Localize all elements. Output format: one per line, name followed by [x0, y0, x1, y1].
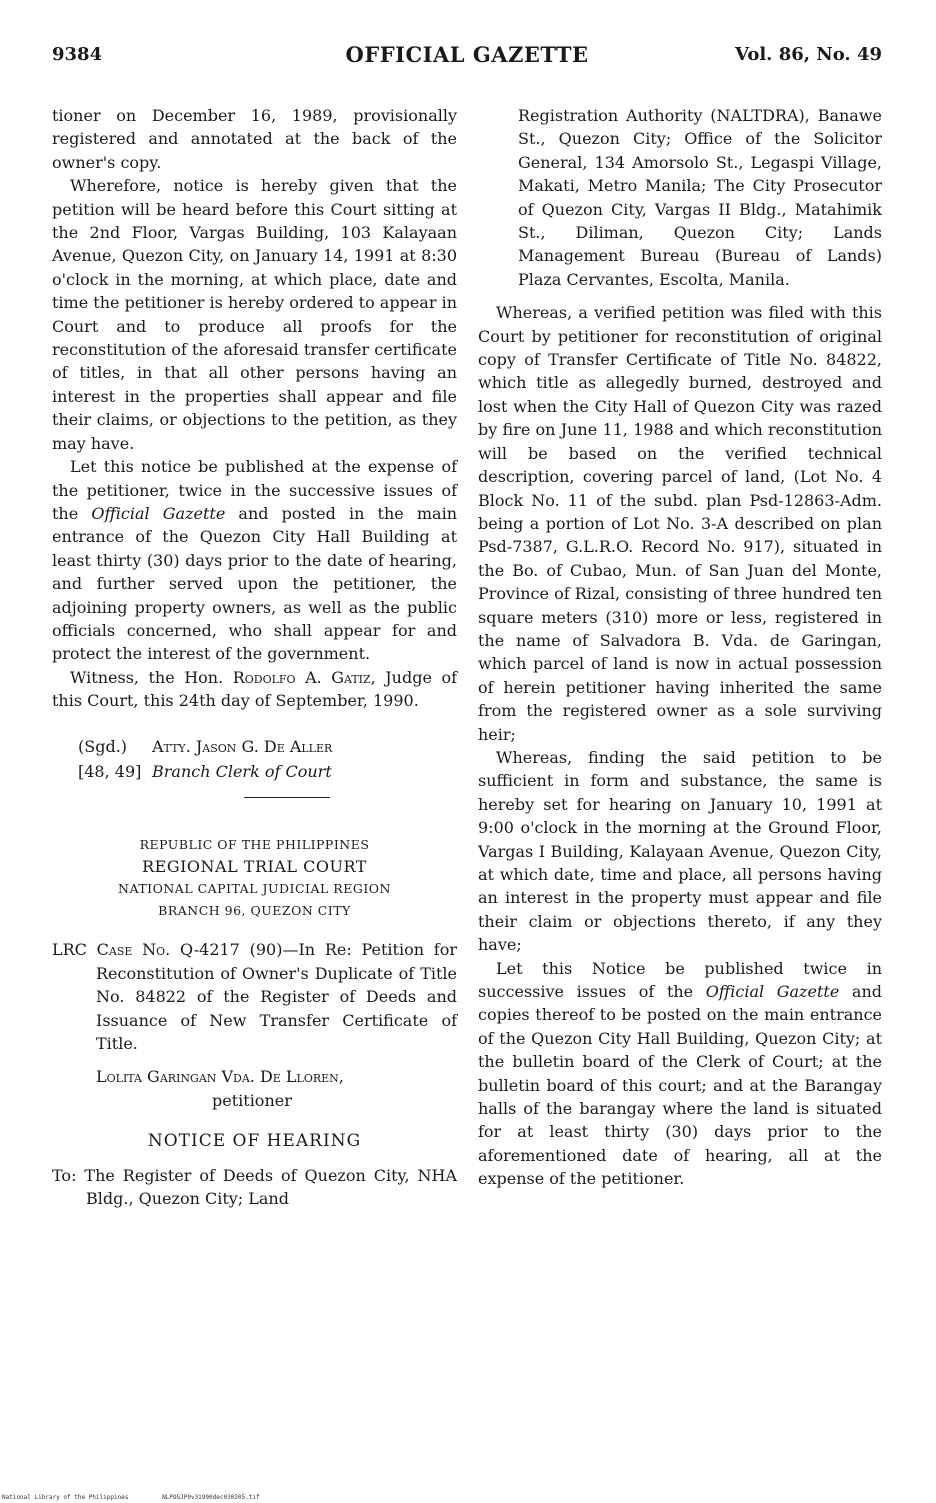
text-segment: and posted in the main entrance of the Quezon City Hall Building at least thirty (30) days prior to the date of hearing, and further served upon the petitioner, the adjoining property owners, as well as the public officials concerned, who shall appear for and protect the interest of the government.	[52, 503, 458, 664]
case-caption	[52, 938, 457, 1055]
scan-filename: NLPOGJP0v31990dec030205.tif	[162, 1494, 260, 1501]
scan-footer	[2, 1494, 290, 1501]
publication-title: OFFICIAL GAZETTE	[345, 42, 589, 67]
paragraph-whereas-petition: Whereas, a verified petition was filed with this Court by petitioner for reconstitution of original copy of Transfer Certificate of Title No. 84822, which title as allegedly burned, destroyed and lost when the City Hall of Quezon City was razed by fire on June 11, 1988 and which reconstitution will be based on the verified technical description, covering parcel of land, (Lot No. 4 Block No. 11 of the subd. plan Psd-12863-Adm. being a portion of Lot No. 3-A described on plan Psd-7387, G.L.R.O. Record No. 917), situated in the Bo. of Cubao, Mun. of San Juan del Monte, Province of Rizal, consisting of three hundred ten square meters (310) more or less, registered in the name of Salvadora B. Vda. de Garingan, which parcel of land is now in actual possession of herein petitioner having inherited the same from the registered owner as a sole surviving heir;	[478, 303, 882, 744]
court-region: NATIONAL CAPITAL JUDICIAL REGION	[118, 881, 391, 897]
addressees: To: The Register of Deeds of Quezon City, NHA Bldg., Quezon City; Land	[52, 1165, 457, 1209]
page-header	[52, 40, 882, 76]
text-segment: Let this notice be published at the expense of the petitioner, twice in the successive issues of the	[52, 457, 457, 523]
paragraph-whereas-hearing: Whereas, finding the said petition to be sufficient in form and substance, the same is hereby set for hearing on January 10, 1991 at 9:00 o'clock in the morning at the Ground Floor, Vargas I Building, Kalayaan Avenue, Quezon City, at which date, time and place, all persons having an interest in the property must appear and file their claim or objections thereto, if any they have;	[478, 747, 882, 955]
volume-number: Vol. 86, No. 49	[735, 44, 882, 65]
paragraph-wherefore: Wherefore, notice is hereby given that the petition will be heard before this Court sitting at the 2nd Floor, Vargas Building, 103 Kalayaan Avenue, Quezon City, on January 14, 1991 at 8:30 o'clock in the morning, at which place, date and time the petitioner is hereby ordered to appear in Court and to produce all proofs for the reconstitution of the aforesaid transfer certificate of titles, in that all other persons having an interest in the properties shall appear and file their claims, or objections to the petition, as they may have.	[52, 176, 457, 453]
gazette-name: Official Gazette	[91, 503, 226, 523]
case-label: LRC Case No.	[52, 940, 171, 960]
petitioner-role: petitioner	[212, 1090, 292, 1110]
court-branch: BRANCH 96, QUEZON CITY	[158, 903, 351, 919]
issue-reference: [48, 49]	[78, 761, 142, 781]
paragraph-continuation: tioner on December 16, 1989, provisionally registered and annotated at the back of the owner's copy.	[52, 106, 457, 172]
judge-name: Rodolfo A. Gatiz	[232, 667, 371, 687]
court-republic: REPUBLIC OF THE PHILIPPINES	[139, 837, 370, 853]
left-column	[52, 104, 457, 1210]
paragraph-publication-order	[478, 957, 882, 1191]
paragraph-witness	[52, 666, 457, 713]
court-heading	[52, 834, 457, 922]
addressees-continued: Registration Authority (NALTDRA), Banawe St., Quezon City; Office of the Solicitor General, 134 Amorsolo St., Legaspi Village, Makati, Metro Manila; The City Prosecutor of Quezon City, Vargas II Bldg., Matahimik St., Diliman, Quezon City; Lands Management Bureau (Bureau of Lands) Plaza Cervantes, Escolta, Manila.	[518, 106, 882, 289]
court-name: REGIONAL TRIAL COURT	[142, 857, 367, 877]
notice-title: NOTICE OF HEARING	[147, 1131, 362, 1152]
gazette-name: Official Gazette	[705, 982, 840, 1002]
case-text: Q-4217 (90)—In Re: Petition for Reconstitution of Owner's Duplicate of Title No. 84822 of the Register of Deeds and Issuance of New Transfer Certificate of Title.	[96, 940, 457, 1053]
petitioner-name	[52, 1065, 457, 1088]
text-segment: , Judge of this Court, this 24th day of September, 1990.	[52, 667, 457, 711]
section-divider	[244, 797, 330, 798]
text-segment: and copies thereof to be posted on the main entrance of the Quezon City Hall Building, Quezon City; at the bulletin board of the Clerk of Court; at the bulletin board of this court; and at the Barangay halls of the barangay where the land is situated for at least thirty (30) days prior to the aforementioned date of hearing, all at the expense of the petitioner.	[478, 982, 883, 1189]
text-segment: Witness, the Hon.	[70, 667, 233, 687]
signed-mark: (Sgd.)	[78, 736, 128, 756]
right-column	[478, 104, 882, 1191]
petitioner-name-text: Lolita Garingan Vda. De Lloren,	[96, 1067, 344, 1087]
text-segment: Let this Notice be published twice in successive issues of the	[478, 958, 882, 1002]
page-number: 9384	[52, 44, 103, 65]
paragraph-publication-order	[52, 455, 457, 666]
signature-block	[52, 735, 457, 784]
signatory-name: Atty. Jason G. De Aller	[152, 736, 333, 756]
library-credit: National Library of the Philippines	[2, 1494, 129, 1501]
signatory-title: Branch Clerk of Court	[152, 761, 332, 781]
